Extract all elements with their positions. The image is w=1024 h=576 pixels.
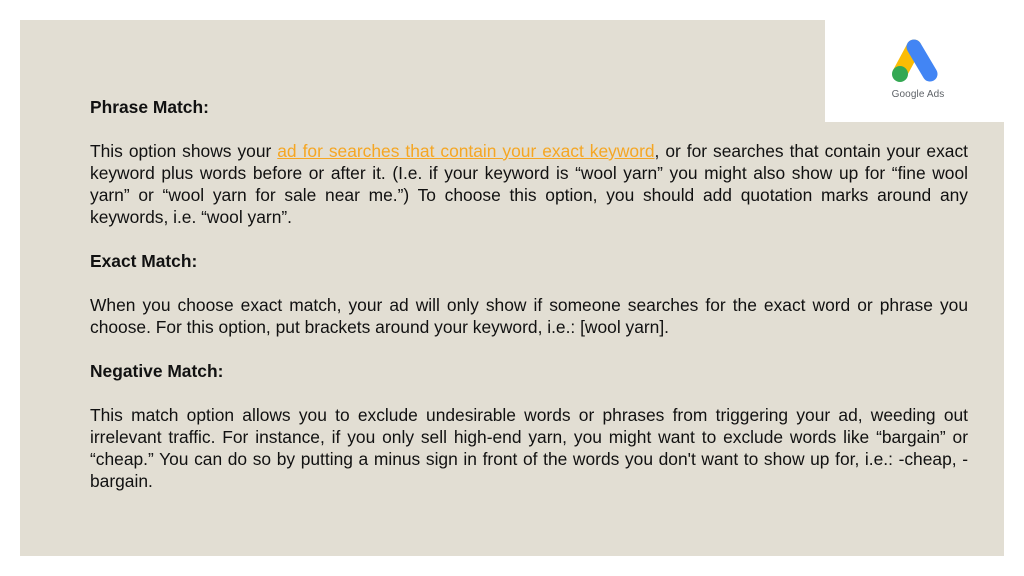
- phrase-text-before: This option shows your: [90, 141, 278, 161]
- phrase-match-paragraph: [90, 140, 968, 228]
- content: [90, 96, 968, 514]
- exact-match-heading: Exact Match:: [90, 251, 198, 271]
- phrase-text-after: , or for searches that contain your exact keyword plus words before or after it. (I.e. if your keyword is “wool yarn” you might also show up for “fine wool yarn” or “wool yarn for sale near me.”) To choose this option, you should add quotation marks around any keywords, i.e. “wool yarn”.: [90, 141, 968, 227]
- phrase-match-link[interactable]: ad for searches that contain your exact keyword: [277, 141, 655, 161]
- exact-match-paragraph: When you choose exact match, your ad will only show if someone searches for the exact word or phrase you choose. For this option, put brackets around your keyword, i.e.: [wool yarn].: [90, 295, 968, 337]
- google-ads-logo-icon: [888, 37, 944, 87]
- logo-text: Google Ads: [891, 89, 945, 100]
- negative-match-paragraph: This match option allows you to exclude undesirable words or phrases from triggering your ad, weeding out irrelevant traffic. For instance, if you only sell high-end yarn, you might want to exclude words like “bargain” or “cheap.” You can do so by putting a minus sign in front of the words you don't want to show up for, i.e.: -cheap, -bargain.: [90, 405, 968, 491]
- phrase-match-heading: Phrase Match:: [90, 97, 209, 117]
- negative-match-heading: Negative Match:: [90, 361, 224, 381]
